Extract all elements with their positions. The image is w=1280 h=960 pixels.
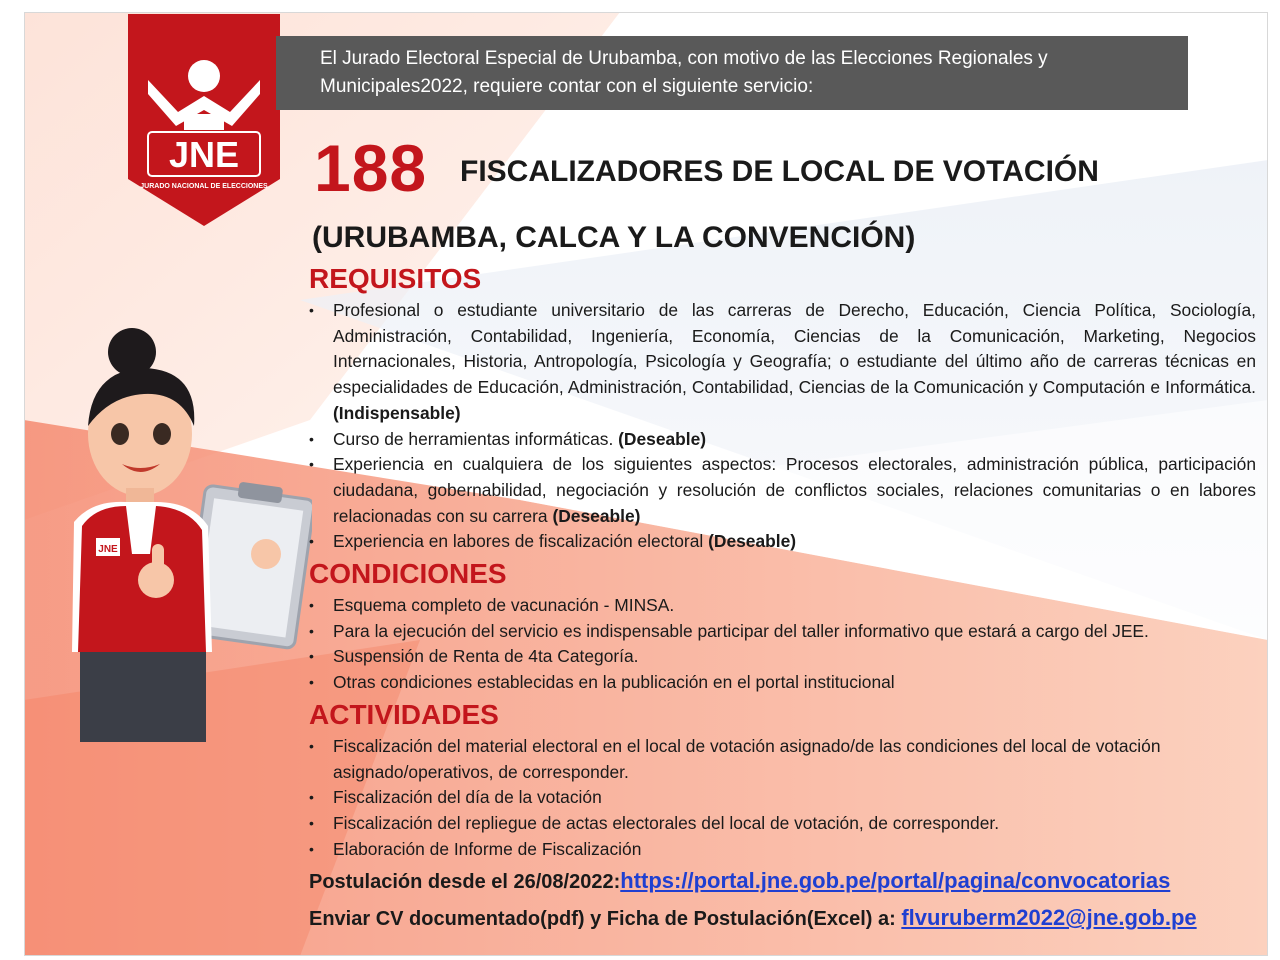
list-item: • Profesional o estudiante universitario de las carreras de Derecho, Educación, Ciencia Política, Sociología, Administración, Contabilidad, Ingeniería, Economía, Ciencias de la Comunicación, Marketing, Negocios Internacionales, Historia, Antropología, Psicología y Geografía; o estudiante del último año de carreras técnicas en especialidades de Educación, Administración, Contabilidad, Ciencias de la Comunicación y Computación e Informática. (Indispensable): [309, 298, 1256, 427]
postulacion-label: Postulación desde el 26/08/2022:: [309, 871, 621, 894]
actividades-list: [309, 734, 1256, 863]
list-item: • Para la ejecución del servicio es indispensable participar del taller informativo que estará a cargo del JEE.: [309, 619, 1256, 645]
list-item: • Esquema completo de vacunación - MINSA.: [309, 593, 1256, 619]
role-title: FISCALIZADORES DE LOCAL DE VOTACIÓN: [460, 155, 1099, 188]
region-title: (URUBAMBA, CALCA Y LA CONVENCIÓN): [312, 221, 916, 254]
list-item: • Suspensión de Renta de 4ta Categoría.: [309, 644, 1256, 670]
requisitos-heading: REQUISITOS: [309, 263, 482, 294]
postulacion-line: [309, 864, 1256, 899]
list-item: • Experiencia en labores de fiscalización electoral (Deseable): [309, 529, 1256, 555]
actividades-heading: ACTIVIDADES: [309, 698, 499, 730]
cv-email-link[interactable]: flvuruberm2022@jne.gob.pe: [901, 905, 1197, 931]
list-item: • Elaboración de Informe de Fiscalización: [309, 837, 1256, 863]
header-bar: [276, 36, 1188, 110]
vacancy-count: 188: [314, 131, 428, 205]
woman-with-clipboard-illustration: [52, 322, 312, 742]
cv-label: Enviar CV documentado(pdf) y Ficha de Postulación(Excel) a:: [309, 908, 902, 931]
convocatorias-link[interactable]: https://portal.jne.gob.pe/portal/pagina/convocatorias: [620, 868, 1171, 894]
list-item: • Curso de herramientas informáticas. (Deseable): [309, 427, 1256, 453]
list-item: • Experiencia en cualquiera de los siguientes aspectos: Procesos electorales, administración pública, participación ciudadana, gobernabilidad, negociación y resolución de conflictos sociales, relaciones comunitarias o en labores relacionadas con su carrera (Deseable): [309, 452, 1256, 529]
list-item: • Fiscalización del repliegue de actas electorales del local de votación, de corresponder.: [309, 811, 1256, 837]
condiciones-list: [309, 593, 1256, 696]
logo-full-name: JURADO NACIONAL DE ELECCIONES: [140, 183, 268, 190]
header-text: El Jurado Electoral Especial de Urubamba, con motivo de las Elecciones Regionales y Municipales2022, requiere contar con el siguiente servicio:: [320, 48, 1048, 97]
list-item: • Otras condiciones establecidas en la publicación en el portal institucional: [309, 670, 1256, 696]
condiciones-heading: CONDICIONES: [309, 558, 507, 590]
requisitos-list: [309, 298, 1256, 555]
main-content: [309, 260, 1256, 936]
list-item: • Fiscalización del material electoral en el local de votación asignado/de las condiciones del local de votación asignado/operativos, de corresponder.: [309, 734, 1256, 785]
cv-line: [309, 901, 1256, 936]
logo-acronym: JNE: [168, 134, 240, 175]
jne-logo: [128, 14, 280, 226]
list-item: • Fiscalización del día de la votación: [309, 785, 1256, 811]
svg-text:JNE: JNE: [98, 544, 118, 555]
